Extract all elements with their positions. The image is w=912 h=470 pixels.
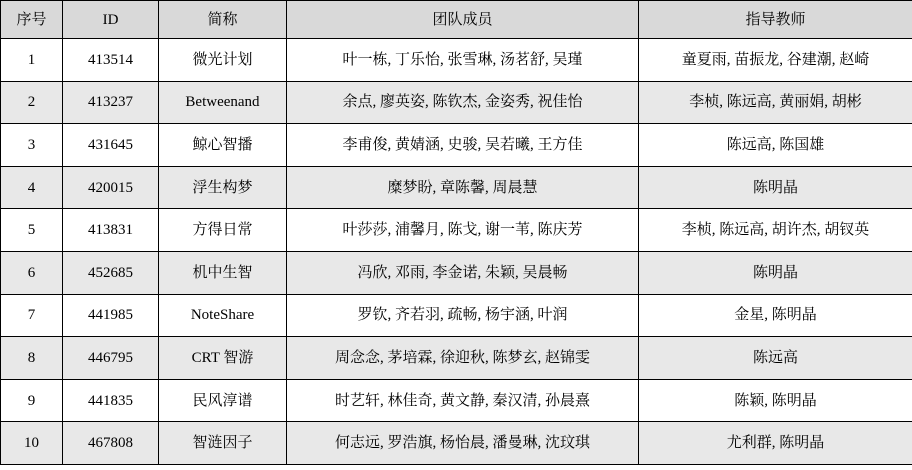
cell-id: 413237 (63, 81, 159, 124)
cell-teachers: 李桢, 陈远高, 胡许杰, 胡钗英 (639, 209, 912, 252)
cell-short-name: 鲸心智播 (159, 124, 287, 167)
cell-members: 时艺轩, 林佳奇, 黄文静, 秦汉清, 孙晨熹 (287, 379, 639, 422)
table-row (1, 39, 912, 82)
cell-members: 叶一栋, 丁乐怡, 张雪琳, 汤茗舒, 吴瑾 (287, 39, 639, 82)
table-row (1, 422, 912, 465)
cell-members: 何志远, 罗浩旗, 杨怡晨, 潘曼琳, 沈玟琪 (287, 422, 639, 465)
table-body (1, 39, 912, 465)
cell-teachers: 陈明晶 (639, 166, 912, 209)
cell-id: 413831 (63, 209, 159, 252)
table-row (1, 81, 912, 124)
cell-id: 420015 (63, 166, 159, 209)
cell-id: 413514 (63, 39, 159, 82)
column-header-members: 团队成员 (287, 1, 639, 39)
cell-index: 8 (1, 337, 63, 380)
cell-short-name: 机中生智 (159, 251, 287, 294)
cell-short-name: 微光计划 (159, 39, 287, 82)
cell-index: 7 (1, 294, 63, 337)
cell-short-name: 民风淳谱 (159, 379, 287, 422)
table-row (1, 124, 912, 167)
cell-members: 罗钦, 齐若羽, 疏畅, 杨宇涵, 叶润 (287, 294, 639, 337)
table-row (1, 209, 912, 252)
cell-index: 10 (1, 422, 63, 465)
cell-teachers: 陈远高 (639, 337, 912, 380)
cell-teachers: 陈颖, 陈明晶 (639, 379, 912, 422)
cell-id: 431645 (63, 124, 159, 167)
table-header-row (1, 1, 912, 39)
cell-index: 3 (1, 124, 63, 167)
cell-id: 467808 (63, 422, 159, 465)
cell-index: 1 (1, 39, 63, 82)
cell-teachers: 陈明晶 (639, 251, 912, 294)
table-row (1, 166, 912, 209)
cell-members: 糜梦盼, 章陈馨, 周晨慧 (287, 166, 639, 209)
cell-short-name: CRT 智游 (159, 337, 287, 380)
table-row (1, 294, 912, 337)
cell-index: 4 (1, 166, 63, 209)
table-header (1, 1, 912, 39)
cell-id: 441835 (63, 379, 159, 422)
column-header-short-name: 简称 (159, 1, 287, 39)
table-row (1, 379, 912, 422)
cell-index: 6 (1, 251, 63, 294)
cell-members: 冯欣, 邓雨, 李金诺, 朱颖, 吴晨畅 (287, 251, 639, 294)
cell-teachers: 童夏雨, 苗振龙, 谷建潮, 赵崎 (639, 39, 912, 82)
cell-members: 周念念, 茅培霖, 徐迎秋, 陈梦玄, 赵锦雯 (287, 337, 639, 380)
cell-teachers: 陈远高, 陈国雄 (639, 124, 912, 167)
cell-short-name: 浮生构梦 (159, 166, 287, 209)
cell-short-name: 方得日常 (159, 209, 287, 252)
column-header-index: 序号 (1, 1, 63, 39)
cell-members: 叶莎莎, 浦馨月, 陈戈, 谢一苇, 陈庆芳 (287, 209, 639, 252)
cell-short-name: NoteShare (159, 294, 287, 337)
cell-short-name: 智涟因子 (159, 422, 287, 465)
cell-index: 2 (1, 81, 63, 124)
cell-id: 441985 (63, 294, 159, 337)
cell-members: 李甫俊, 黄婧涵, 史骏, 吴若曦, 王方佳 (287, 124, 639, 167)
column-header-id: ID (63, 1, 159, 39)
cell-id: 452685 (63, 251, 159, 294)
cell-index: 5 (1, 209, 63, 252)
table-row (1, 337, 912, 380)
cell-id: 446795 (63, 337, 159, 380)
cell-teachers: 尤利群, 陈明晶 (639, 422, 912, 465)
cell-teachers: 李桢, 陈远高, 黄丽娟, 胡彬 (639, 81, 912, 124)
cell-teachers: 金星, 陈明晶 (639, 294, 912, 337)
cell-short-name: Betweenand (159, 81, 287, 124)
column-header-teachers: 指导教师 (639, 1, 912, 39)
cell-index: 9 (1, 379, 63, 422)
cell-members: 余点, 廖英姿, 陈钦杰, 金姿秀, 祝佳怡 (287, 81, 639, 124)
table-row (1, 251, 912, 294)
